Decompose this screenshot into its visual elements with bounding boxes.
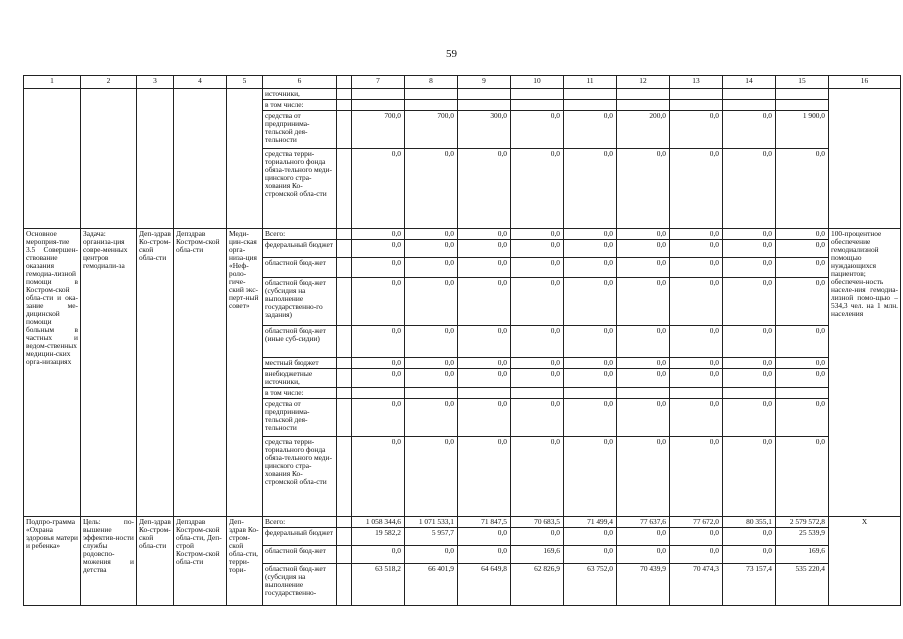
value-cell: 2 579 572,8 — [776, 516, 829, 527]
header-cell: 12 — [617, 76, 670, 89]
value-cell: 77 637,6 — [617, 516, 670, 527]
value-cell — [564, 89, 617, 100]
value-cell: 0,0 — [776, 325, 829, 357]
participant-cell — [227, 89, 263, 229]
value-cell: 0,0 — [458, 228, 511, 239]
value-cell: 0,0 — [617, 436, 670, 516]
value-cell: 0,0 — [670, 325, 723, 357]
item-name: Подпро-грамма «Охрана здоровья матери и ребенка» — [24, 516, 81, 605]
value-cell: 169,6 — [776, 545, 829, 563]
value-cell: 0,0 — [564, 110, 617, 148]
value-cell: 0,0 — [352, 398, 405, 436]
value-cell: 5 957,7 — [405, 527, 458, 545]
funding-source-label: Всего: — [263, 516, 337, 527]
value-cell: 0,0 — [405, 436, 458, 516]
value-cell: 0,0 — [670, 368, 723, 387]
table-row — [24, 89, 901, 100]
value-cell: 0,0 — [511, 228, 564, 239]
table-row — [24, 516, 901, 527]
value-cell: 0,0 — [776, 148, 829, 228]
value-cell: 0,0 — [511, 110, 564, 148]
value-cell: 0,0 — [352, 545, 405, 563]
spacer-cell — [337, 436, 352, 516]
value-cell: 700,0 — [352, 110, 405, 148]
value-cell: 66 401,9 — [405, 563, 458, 605]
value-cell: 535 220,4 — [776, 563, 829, 605]
header-row — [24, 76, 901, 89]
value-cell: 0,0 — [564, 545, 617, 563]
budget-table — [23, 75, 901, 606]
value-cell — [723, 89, 776, 100]
value-cell: 0,0 — [405, 239, 458, 257]
value-cell — [511, 99, 564, 110]
task-text: Задача: организа-ция совре-менных центров гемодиали-за — [81, 228, 137, 516]
value-cell: 70 439,9 — [617, 563, 670, 605]
value-cell — [352, 89, 405, 100]
value-cell — [776, 89, 829, 100]
value-cell — [776, 387, 829, 398]
value-cell: 73 157,4 — [723, 563, 776, 605]
header-cell: 2 — [81, 76, 137, 89]
spacer-cell — [337, 239, 352, 257]
value-cell: 0,0 — [776, 277, 829, 325]
value-cell: 0,0 — [564, 277, 617, 325]
value-cell: 70 474,3 — [670, 563, 723, 605]
value-cell: 169,6 — [511, 545, 564, 563]
funding-source-label: федеральный бюджет — [263, 527, 337, 545]
value-cell: 0,0 — [352, 277, 405, 325]
value-cell: 0,0 — [458, 325, 511, 357]
value-cell: 0,0 — [352, 436, 405, 516]
value-cell — [352, 99, 405, 110]
participant-cell: Деп-здрав Ко-стром-ской обла-сти, терри-тори- — [227, 516, 263, 605]
value-cell: 0,0 — [352, 228, 405, 239]
value-cell: 0,0 — [723, 357, 776, 368]
value-cell — [352, 387, 405, 398]
value-cell: 77 672,0 — [670, 516, 723, 527]
spacer-cell — [337, 368, 352, 387]
value-cell: 0,0 — [564, 398, 617, 436]
value-cell: 0,0 — [511, 368, 564, 387]
value-cell: 200,0 — [617, 110, 670, 148]
value-cell: 0,0 — [617, 357, 670, 368]
value-cell: 0,0 — [776, 368, 829, 387]
value-cell: 0,0 — [617, 325, 670, 357]
spacer-cell — [337, 99, 352, 110]
funding-source-label: областной бюд-жет — [263, 257, 337, 277]
value-cell: 0,0 — [458, 239, 511, 257]
value-cell — [617, 99, 670, 110]
value-cell: 0,0 — [511, 239, 564, 257]
value-cell — [564, 99, 617, 110]
value-cell: 0,0 — [511, 357, 564, 368]
value-cell — [776, 99, 829, 110]
value-cell: 0,0 — [511, 436, 564, 516]
spacer-cell — [337, 257, 352, 277]
responsible-cell — [137, 89, 174, 229]
value-cell — [458, 89, 511, 100]
executor-cell: Депздрав Костром-ской обла-сти — [174, 228, 227, 516]
executor-cell — [174, 89, 227, 229]
funding-source-label: средства от предпринима-тельской дея-тельности — [263, 110, 337, 148]
header-cell: 4 — [174, 76, 227, 89]
funding-source-label: областной бюд-жет — [263, 545, 337, 563]
responsible-cell: Деп-здрав Ко-стром-ской обла-сти — [137, 228, 174, 516]
header-cell: 5 — [227, 76, 263, 89]
spacer-cell — [337, 387, 352, 398]
value-cell — [723, 99, 776, 110]
value-cell — [670, 89, 723, 100]
value-cell: 0,0 — [564, 368, 617, 387]
value-cell: 0,0 — [352, 239, 405, 257]
value-cell: 0,0 — [458, 545, 511, 563]
value-cell: 0,0 — [670, 545, 723, 563]
value-cell — [564, 387, 617, 398]
value-cell: 0,0 — [617, 239, 670, 257]
value-cell: 0,0 — [564, 325, 617, 357]
value-cell: 0,0 — [670, 239, 723, 257]
value-cell: 0,0 — [670, 357, 723, 368]
value-cell: 1 900,0 — [776, 110, 829, 148]
value-cell: 0,0 — [405, 325, 458, 357]
header-cell: 3 — [137, 76, 174, 89]
funding-source-label: областной бюд-жет (субсидия на выполнение государственно-го задания) — [263, 277, 337, 325]
value-cell: 0,0 — [458, 148, 511, 228]
value-cell — [405, 89, 458, 100]
value-cell — [617, 387, 670, 398]
value-cell: 0,0 — [511, 148, 564, 228]
value-cell: 0,0 — [776, 257, 829, 277]
value-cell: 0,0 — [617, 228, 670, 239]
value-cell: 0,0 — [723, 277, 776, 325]
item-name — [24, 89, 81, 229]
value-cell: 0,0 — [564, 148, 617, 228]
funding-source-label: источники, — [263, 89, 337, 100]
spacer-cell — [337, 398, 352, 436]
value-cell: 0,0 — [617, 368, 670, 387]
value-cell — [670, 99, 723, 110]
value-cell: 0,0 — [405, 257, 458, 277]
result-cell: Х — [829, 516, 901, 605]
value-cell: 0,0 — [617, 257, 670, 277]
value-cell: 19 582,2 — [352, 527, 405, 545]
spacer-cell — [337, 110, 352, 148]
value-cell: 0,0 — [564, 257, 617, 277]
spacer-cell — [337, 516, 352, 527]
value-cell: 0,0 — [670, 398, 723, 436]
value-cell: 0,0 — [511, 257, 564, 277]
task-text: Цель: по-вышение эффектив-ности службы родовспо-можения и детства — [81, 516, 137, 605]
value-cell: 80 355,1 — [723, 516, 776, 527]
item-name: Основное мероприя-тие 3.5 Совершен-ствование оказания гемодиа-лизной помощи в Костром-ской обла-сти и ока-зание ме-дицинской помощи больным в частных и ведом-ственных медицин-ских орга-низациях — [24, 228, 81, 516]
funding-source-label: федеральный бюджет — [263, 239, 337, 257]
header-cell: 11 — [564, 76, 617, 89]
value-cell: 0,0 — [723, 239, 776, 257]
value-cell: 0,0 — [723, 398, 776, 436]
value-cell: 0,0 — [352, 325, 405, 357]
value-cell: 0,0 — [723, 228, 776, 239]
value-cell: 1 071 533,1 — [405, 516, 458, 527]
funding-source-label: средства от предпринима-тельской дея-тельности — [263, 398, 337, 436]
value-cell: 0,0 — [564, 239, 617, 257]
value-cell — [670, 387, 723, 398]
value-cell: 700,0 — [405, 110, 458, 148]
value-cell: 0,0 — [458, 527, 511, 545]
participant-cell: Меди-цин-ская орга-низа-ция «Неф-роло-гиче-ский экс-перт-ный совет» — [227, 228, 263, 516]
value-cell: 71 499,4 — [564, 516, 617, 527]
spacer-cell — [337, 148, 352, 228]
value-cell — [405, 99, 458, 110]
value-cell: 63 752,0 — [564, 563, 617, 605]
spacer-cell — [337, 357, 352, 368]
value-cell — [617, 89, 670, 100]
value-cell: 0,0 — [352, 257, 405, 277]
result-cell — [829, 89, 901, 229]
funding-source-label: в том числе: — [263, 99, 337, 110]
value-cell: 0,0 — [458, 398, 511, 436]
value-cell: 0,0 — [511, 398, 564, 436]
value-cell: 0,0 — [511, 277, 564, 325]
header-cell: 7 — [352, 76, 405, 89]
value-cell: 0,0 — [617, 148, 670, 228]
value-cell: 0,0 — [564, 228, 617, 239]
value-cell: 0,0 — [776, 228, 829, 239]
funding-source-label: средства терри-ториального фонда обяза-тельного меди-цинского стра-хования Ко-стромской обла-сти — [263, 148, 337, 228]
value-cell: 0,0 — [723, 527, 776, 545]
value-cell — [723, 387, 776, 398]
executor-cell: Депздрав Костром-ской обла-сти, Деп-строй Костром-ской обла-сти — [174, 516, 227, 605]
header-cell: 10 — [511, 76, 564, 89]
value-cell: 0,0 — [723, 436, 776, 516]
value-cell — [458, 387, 511, 398]
spacer-cell — [337, 325, 352, 357]
spacer-cell — [337, 545, 352, 563]
spacer-cell — [337, 527, 352, 545]
value-cell: 0,0 — [723, 257, 776, 277]
value-cell: 0,0 — [723, 148, 776, 228]
value-cell: 0,0 — [405, 148, 458, 228]
funding-source-label: областной бюд-жет (иные суб-сидии) — [263, 325, 337, 357]
value-cell: 0,0 — [776, 357, 829, 368]
value-cell: 0,0 — [405, 545, 458, 563]
header-cell: 6 — [263, 76, 337, 89]
value-cell: 0,0 — [511, 527, 564, 545]
value-cell: 1 058 344,6 — [352, 516, 405, 527]
funding-source-label: местный бюджет — [263, 357, 337, 368]
value-cell — [405, 387, 458, 398]
value-cell: 300,0 — [458, 110, 511, 148]
value-cell: 0,0 — [458, 277, 511, 325]
header-cell — [337, 76, 352, 89]
header-cell: 16 — [829, 76, 901, 89]
value-cell: 0,0 — [723, 545, 776, 563]
value-cell: 0,0 — [617, 527, 670, 545]
value-cell: 71 847,5 — [458, 516, 511, 527]
funding-source-label: средства терри-ториального фонда обяза-тельного меди-цинского стра-хования Ко-стромской обла-сти — [263, 436, 337, 516]
value-cell: 0,0 — [564, 436, 617, 516]
header-cell: 15 — [776, 76, 829, 89]
spacer-cell — [337, 277, 352, 325]
value-cell: 0,0 — [564, 527, 617, 545]
spacer-cell — [337, 228, 352, 239]
value-cell — [511, 89, 564, 100]
value-cell: 0,0 — [352, 148, 405, 228]
value-cell: 0,0 — [617, 398, 670, 436]
value-cell: 0,0 — [776, 398, 829, 436]
value-cell: 25 539,9 — [776, 527, 829, 545]
funding-source-label: в том числе: — [263, 387, 337, 398]
result-cell: 100-процентное обеспечение гемодиализной помощью нуждающихся пациентов; обеспечен-ность населе-ния гемодиа-лизной помо-щью – 534,3 чел. на 1 млн. населения — [829, 228, 901, 516]
value-cell: 64 649,8 — [458, 563, 511, 605]
value-cell: 70 683,5 — [511, 516, 564, 527]
value-cell — [458, 99, 511, 110]
value-cell: 0,0 — [723, 368, 776, 387]
value-cell: 0,0 — [670, 228, 723, 239]
value-cell: 0,0 — [670, 257, 723, 277]
value-cell: 0,0 — [723, 110, 776, 148]
value-cell: 0,0 — [405, 357, 458, 368]
value-cell: 0,0 — [458, 436, 511, 516]
value-cell: 0,0 — [617, 545, 670, 563]
value-cell: 0,0 — [458, 257, 511, 277]
value-cell: 0,0 — [511, 325, 564, 357]
task-text — [81, 89, 137, 229]
responsible-cell: Деп-здрав Ко-стром-ской обла-сти — [137, 516, 174, 605]
value-cell: 0,0 — [564, 357, 617, 368]
page-number: 59 — [446, 48, 457, 60]
spacer-cell — [337, 89, 352, 100]
value-cell: 0,0 — [405, 228, 458, 239]
header-cell: 13 — [670, 76, 723, 89]
funding-source-label: областной бюд-жет (субсидия на выполнение государственно- — [263, 563, 337, 605]
value-cell: 0,0 — [458, 357, 511, 368]
value-cell: 0,0 — [723, 325, 776, 357]
value-cell: 0,0 — [458, 368, 511, 387]
value-cell: 0,0 — [405, 398, 458, 436]
value-cell: 0,0 — [670, 527, 723, 545]
value-cell — [511, 387, 564, 398]
header-cell: 9 — [458, 76, 511, 89]
value-cell: 62 826,9 — [511, 563, 564, 605]
header-cell: 14 — [723, 76, 776, 89]
value-cell: 0,0 — [776, 436, 829, 516]
value-cell: 0,0 — [670, 436, 723, 516]
value-cell: 0,0 — [670, 277, 723, 325]
spacer-cell — [337, 563, 352, 605]
funding-source-label: Всего: — [263, 228, 337, 239]
value-cell: 0,0 — [617, 277, 670, 325]
value-cell: 0,0 — [776, 239, 829, 257]
value-cell: 63 518,2 — [352, 563, 405, 605]
value-cell: 0,0 — [352, 357, 405, 368]
value-cell: 0,0 — [405, 277, 458, 325]
header-cell: 8 — [405, 76, 458, 89]
value-cell: 0,0 — [670, 110, 723, 148]
value-cell: 0,0 — [405, 368, 458, 387]
funding-source-label: внебюджетные источники, — [263, 368, 337, 387]
value-cell: 0,0 — [670, 148, 723, 228]
value-cell: 0,0 — [352, 368, 405, 387]
table-row — [24, 228, 901, 239]
header-cell: 1 — [24, 76, 81, 89]
